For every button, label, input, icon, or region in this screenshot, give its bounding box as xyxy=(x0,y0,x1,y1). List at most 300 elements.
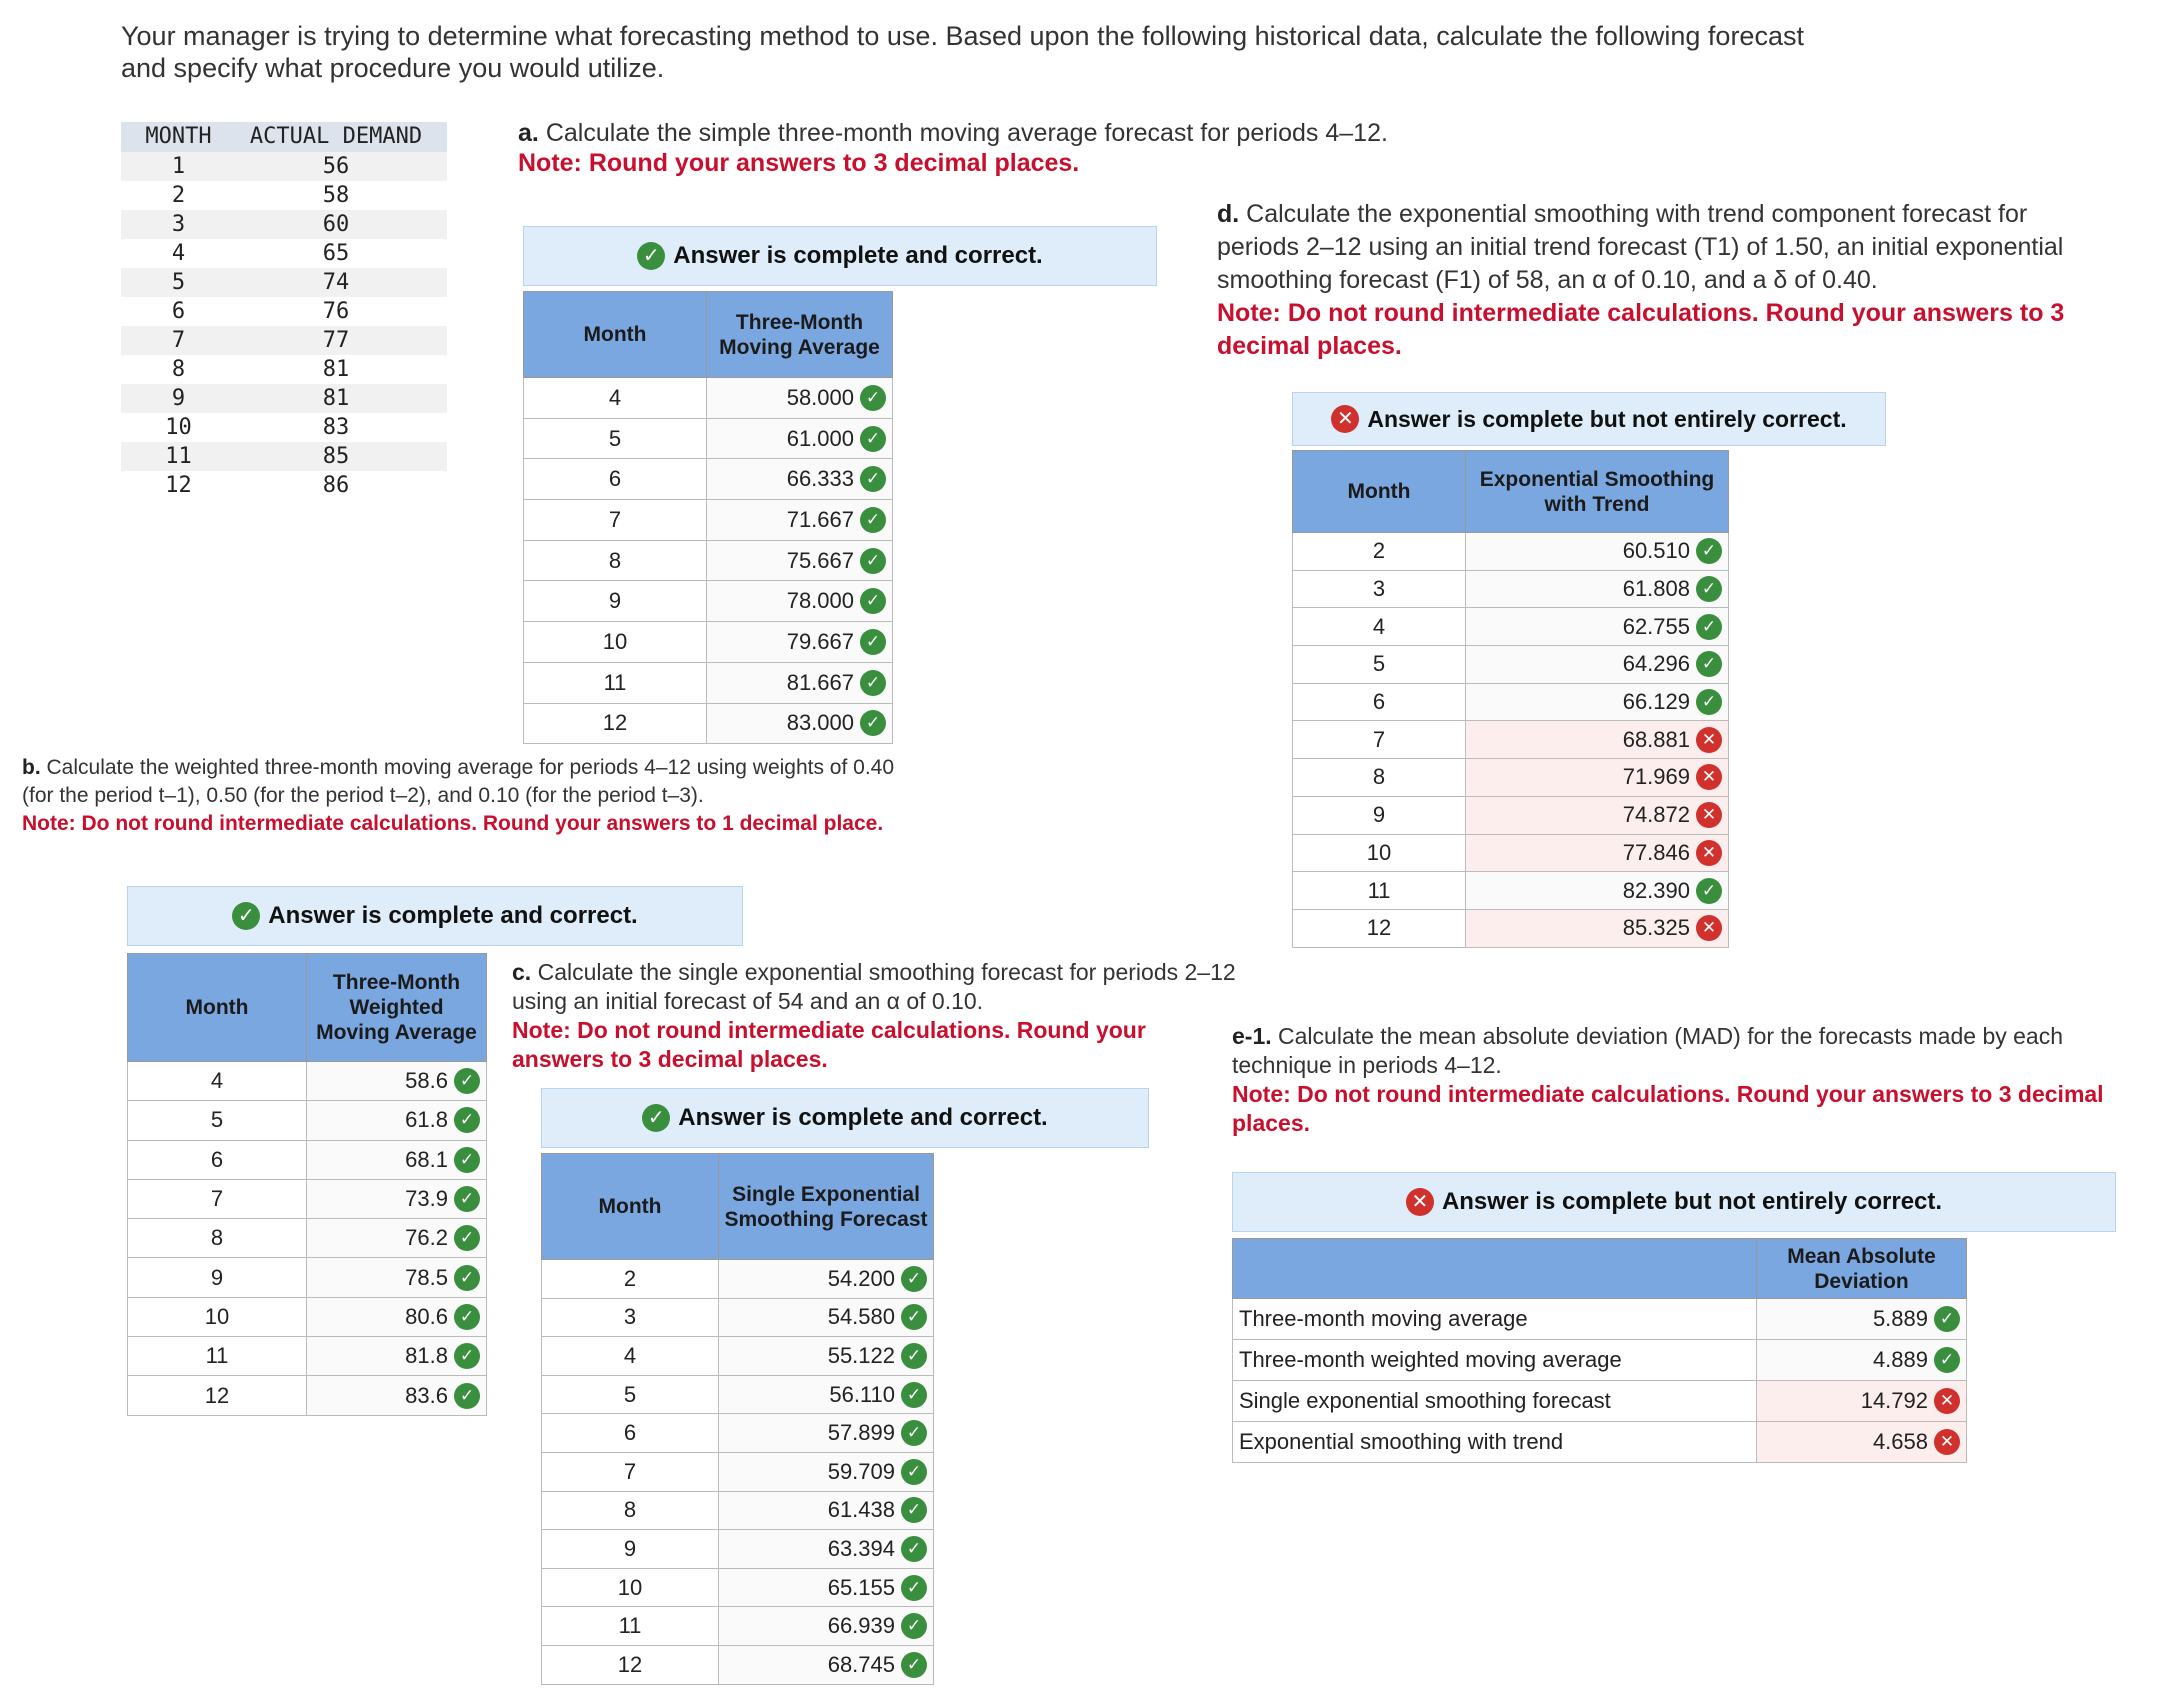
intro-text: Your manager is trying to determine what forecasting method to use. Based upon the following historical data, calculate the following forecast and specify what procedure you would utilize. xyxy=(121,21,1804,83)
month-cell: 10 xyxy=(128,1297,307,1336)
month-cell: 8 xyxy=(128,1219,307,1258)
month-cell: 4 xyxy=(542,1337,719,1376)
answer-input[interactable] xyxy=(1757,1422,1967,1463)
answer-value: 80.6 xyxy=(405,1303,448,1329)
answer-input[interactable] xyxy=(719,1260,934,1299)
month-cell: 11 xyxy=(524,662,707,703)
part-e1-banner-text: Answer is complete but not entirely correct. xyxy=(1441,1188,1943,1215)
part-b-result-banner xyxy=(127,886,743,946)
data-table-row xyxy=(121,384,447,413)
data-table-row xyxy=(121,471,447,500)
part-e1-result-banner xyxy=(1232,1172,2116,1232)
month-cell: 7 xyxy=(542,1452,719,1491)
part-b-answer-table xyxy=(127,953,487,1416)
check-circle-icon: ✓ xyxy=(1696,576,1722,602)
x-circle-icon: ✕ xyxy=(1696,727,1722,753)
answer-value: 77.846 xyxy=(1622,839,1690,865)
answer-input[interactable] xyxy=(707,581,893,622)
month-cell: 4 xyxy=(1293,608,1466,646)
table-row xyxy=(524,662,893,703)
month-cell: 3 xyxy=(1293,570,1466,608)
answer-input[interactable] xyxy=(307,1258,487,1297)
answer-input[interactable] xyxy=(719,1375,934,1414)
table-row xyxy=(542,1530,934,1569)
answer-value: 68.881 xyxy=(1622,726,1690,752)
answer-input[interactable] xyxy=(719,1568,934,1607)
check-circle-icon: ✓ xyxy=(454,1186,480,1212)
answer-value: 76.2 xyxy=(405,1225,448,1251)
answer-value: 63.394 xyxy=(827,1535,895,1561)
part-b-question xyxy=(22,754,922,838)
month-cell: 2 xyxy=(1293,533,1466,571)
part-c-text: Calculate the single exponential smoothing forecast for periods 2–12 using an initial forecast of 54 and an α of 0.10. xyxy=(512,959,1236,1014)
month-cell: 3 xyxy=(542,1298,719,1337)
answer-value: 66.333 xyxy=(786,466,854,492)
part-d-text: Calculate the exponential smoothing with trend component forecast for periods 2–12 using an initial trend forecast (T1) of 1.50, an initial exponential smoothing forecast (F1) of 58, an α of 0.10, and a δ of 0.40. xyxy=(1217,200,2064,294)
answer-input[interactable] xyxy=(1466,570,1729,608)
table-row xyxy=(1293,834,1729,872)
table-row xyxy=(1233,1340,1967,1381)
answer-value: 65.155 xyxy=(827,1574,895,1600)
data-table-row xyxy=(121,152,447,181)
table-row xyxy=(524,540,893,581)
month-cell: 6 xyxy=(1293,683,1466,721)
answer-value: 75.667 xyxy=(786,547,854,573)
check-circle-icon: ✓ xyxy=(860,710,886,736)
data-table-row xyxy=(121,442,447,471)
answer-value: 58.000 xyxy=(786,384,854,410)
part-a-result-banner xyxy=(523,226,1157,286)
check-circle-icon: ✓ xyxy=(1696,614,1722,640)
table-row xyxy=(542,1645,934,1684)
month-cell: 5 xyxy=(542,1375,719,1414)
table-row xyxy=(1293,759,1729,797)
month-column-header: Month xyxy=(1293,451,1466,533)
answer-input[interactable] xyxy=(1466,834,1729,872)
table-row xyxy=(524,581,893,622)
table-row xyxy=(542,1607,934,1646)
answer-input[interactable] xyxy=(707,459,893,500)
technique-label: Three-month weighted moving average xyxy=(1233,1340,1757,1381)
answer-input[interactable] xyxy=(1466,759,1729,797)
x-circle-icon: ✕ xyxy=(1406,1188,1434,1216)
table-row xyxy=(1293,909,1729,947)
answer-input[interactable] xyxy=(719,1491,934,1530)
answer-input[interactable] xyxy=(307,1179,487,1218)
demand-cell: 56 xyxy=(322,154,350,179)
month-cell: 6 xyxy=(171,299,186,324)
month-cell: 4 xyxy=(128,1062,307,1101)
data-table-row xyxy=(121,210,447,239)
value-column-header: Exponential Smoothing with Trend xyxy=(1466,451,1729,533)
part-b-banner-text: Answer is complete and correct. xyxy=(268,902,638,929)
table-row xyxy=(524,500,893,541)
month-cell: 6 xyxy=(524,459,707,500)
check-circle-icon: ✓ xyxy=(901,1497,927,1523)
mad-column-header: Mean Absolute Deviation xyxy=(1757,1239,1967,1299)
check-circle-icon: ✓ xyxy=(454,1383,480,1409)
value-column-header: Three-Month Moving Average xyxy=(707,292,893,378)
answer-input[interactable] xyxy=(1466,608,1729,646)
x-circle-icon: ✕ xyxy=(1696,764,1722,790)
month-column-header: Month xyxy=(524,292,707,378)
answer-value: 4.658 xyxy=(1872,1429,1928,1454)
check-circle-icon: ✓ xyxy=(1696,651,1722,677)
answer-value: 64.296 xyxy=(1622,651,1690,677)
table-row xyxy=(128,1101,487,1140)
answer-value: 66.939 xyxy=(827,1613,895,1639)
demand-cell: 85 xyxy=(322,444,350,469)
table-row xyxy=(542,1568,934,1607)
part-c-answer-table xyxy=(541,1153,934,1685)
answer-input[interactable] xyxy=(707,378,893,419)
col-month-header: MONTH xyxy=(145,124,212,149)
month-cell: 3 xyxy=(171,212,186,237)
x-circle-icon: ✕ xyxy=(1696,915,1722,941)
answer-input[interactable] xyxy=(707,703,893,744)
check-circle-icon: ✓ xyxy=(901,1613,927,1639)
answer-value: 71.969 xyxy=(1622,764,1690,790)
check-circle-icon: ✓ xyxy=(454,1068,480,1094)
answer-input[interactable] xyxy=(707,540,893,581)
answer-value: 66.129 xyxy=(1622,689,1690,715)
part-d-answer-table xyxy=(1292,450,1729,948)
month-cell: 2 xyxy=(542,1260,719,1299)
answer-input[interactable] xyxy=(719,1298,934,1337)
data-table-row xyxy=(121,239,447,268)
check-circle-icon: ✓ xyxy=(860,588,886,614)
value-column-header: Three-Month Weighted Moving Average xyxy=(307,954,487,1062)
table-row xyxy=(524,703,893,744)
answer-value: 68.745 xyxy=(827,1651,895,1677)
answer-value: 74.872 xyxy=(1622,802,1690,828)
table-row xyxy=(1293,646,1729,684)
historical-data-table xyxy=(121,122,447,500)
answer-input[interactable] xyxy=(707,622,893,663)
check-circle-icon: ✓ xyxy=(860,629,886,655)
part-e1-question xyxy=(1232,1022,2152,1138)
answer-value: 61.8 xyxy=(405,1107,448,1133)
month-cell: 5 xyxy=(171,270,186,295)
month-cell: 10 xyxy=(165,415,192,440)
part-c-result-banner xyxy=(541,1088,1149,1148)
answer-value: 79.667 xyxy=(786,628,854,654)
table-row xyxy=(128,1297,487,1336)
answer-input[interactable] xyxy=(1757,1299,1967,1340)
month-cell: 9 xyxy=(1293,796,1466,834)
technique-column-header xyxy=(1233,1239,1757,1299)
part-b-text: Calculate the weighted three-month moving average for periods 4–12 using weights of 0.40 (for the period t–1), 0.50 (for the period t–2), and 0.10 (for the period t–3). xyxy=(22,756,895,807)
answer-value: 61.808 xyxy=(1622,576,1690,602)
answer-input[interactable] xyxy=(1757,1381,1967,1422)
table-row xyxy=(1233,1381,1967,1422)
answer-value: 83.000 xyxy=(786,710,854,736)
month-cell: 7 xyxy=(171,328,186,353)
month-cell: 6 xyxy=(542,1414,719,1453)
month-cell: 10 xyxy=(524,622,707,663)
month-column-header: Month xyxy=(542,1154,719,1260)
month-cell: 4 xyxy=(171,241,186,266)
part-b-note: Note: Do not round intermediate calculations. Round your answers to 1 decimal place. xyxy=(22,812,884,835)
answer-value: 58.6 xyxy=(405,1068,448,1094)
month-cell: 9 xyxy=(524,581,707,622)
answer-input[interactable] xyxy=(1757,1340,1967,1381)
part-a-label: a. xyxy=(518,119,539,147)
data-table-row xyxy=(121,326,447,355)
check-circle-icon: ✓ xyxy=(901,1575,927,1601)
check-circle-icon: ✓ xyxy=(901,1266,927,1292)
answer-value: 56.110 xyxy=(829,1381,895,1407)
part-a-banner-text: Answer is complete and correct. xyxy=(673,242,1043,269)
month-cell: 9 xyxy=(171,386,186,411)
answer-value: 14.792 xyxy=(1860,1388,1928,1413)
table-row xyxy=(1233,1299,1967,1340)
check-circle-icon: ✓ xyxy=(1696,689,1722,715)
part-d-question xyxy=(1217,198,2107,363)
answer-input[interactable] xyxy=(1466,533,1729,571)
check-circle-icon: ✓ xyxy=(901,1382,927,1408)
month-cell: 2 xyxy=(171,183,186,208)
table-row xyxy=(524,459,893,500)
check-circle-icon: ✓ xyxy=(454,1343,480,1369)
part-b-label: b. xyxy=(22,756,41,779)
part-c-banner-text: Answer is complete and correct. xyxy=(678,1104,1048,1131)
month-cell: 12 xyxy=(128,1376,307,1415)
part-d-label: d. xyxy=(1217,200,1240,228)
part-d-note: Note: Do not round intermediate calculations. Round your answers to 3 decimal places. xyxy=(1217,299,2065,360)
technique-label: Exponential smoothing with trend xyxy=(1233,1422,1757,1463)
check-circle-icon: ✓ xyxy=(454,1107,480,1133)
part-c-label: c. xyxy=(512,959,532,985)
check-circle-icon: ✓ xyxy=(1934,1306,1960,1332)
answer-value: 61.000 xyxy=(786,425,854,451)
technique-label: Three-month moving average xyxy=(1233,1299,1757,1340)
demand-cell: 86 xyxy=(322,473,350,498)
answer-input[interactable] xyxy=(307,1140,487,1179)
demand-cell: 81 xyxy=(322,386,350,411)
check-circle-icon: ✓ xyxy=(901,1652,927,1678)
answer-value: 4.889 xyxy=(1872,1347,1928,1372)
month-cell: 11 xyxy=(1293,872,1466,910)
month-cell: 11 xyxy=(542,1607,719,1646)
month-cell: 7 xyxy=(128,1179,307,1218)
check-circle-icon: ✓ xyxy=(860,507,886,533)
check-circle-icon: ✓ xyxy=(1696,878,1722,904)
check-circle-icon: ✓ xyxy=(454,1304,480,1330)
check-circle-icon: ✓ xyxy=(901,1420,927,1446)
month-cell: 8 xyxy=(171,357,186,382)
answer-input[interactable] xyxy=(707,662,893,703)
check-circle-icon: ✓ xyxy=(860,670,886,696)
month-cell: 10 xyxy=(1293,834,1466,872)
answer-value: 54.200 xyxy=(827,1265,895,1291)
check-circle-icon: ✓ xyxy=(232,902,260,930)
part-a-question xyxy=(518,118,1518,178)
month-cell: 5 xyxy=(524,418,707,459)
demand-cell: 76 xyxy=(322,299,350,324)
part-e1-text: Calculate the mean absolute deviation (MAD) for the forecasts made by each technique in periods 4–12. xyxy=(1232,1023,2063,1078)
table-row xyxy=(542,1337,934,1376)
part-c-question xyxy=(512,958,1242,1074)
month-cell: 12 xyxy=(542,1645,719,1684)
table-row xyxy=(542,1260,934,1299)
table-row xyxy=(542,1298,934,1337)
month-cell: 9 xyxy=(128,1258,307,1297)
data-table-row xyxy=(121,268,447,297)
answer-input[interactable] xyxy=(719,1337,934,1376)
check-circle-icon: ✓ xyxy=(901,1343,927,1369)
answer-value: 73.9 xyxy=(405,1186,448,1212)
part-a-text: Calculate the simple three-month moving average forecast for periods 4–12. xyxy=(545,119,1388,147)
value-column-header: Single Exponential Smoothing Forecast xyxy=(719,1154,934,1260)
answer-value: 55.122 xyxy=(827,1342,895,1368)
answer-input[interactable] xyxy=(707,418,893,459)
answer-value: 85.325 xyxy=(1622,915,1690,941)
x-circle-icon: ✕ xyxy=(1696,840,1722,866)
answer-value: 62.755 xyxy=(1622,613,1690,639)
answer-input[interactable] xyxy=(719,1645,934,1684)
check-circle-icon: ✓ xyxy=(860,385,886,411)
table-row xyxy=(1293,721,1729,759)
answer-value: 78.5 xyxy=(405,1264,448,1290)
answer-input[interactable] xyxy=(719,1530,934,1569)
x-circle-icon: ✕ xyxy=(1331,405,1359,433)
answer-input[interactable] xyxy=(1466,796,1729,834)
month-cell: 1 xyxy=(171,154,186,179)
data-table-row xyxy=(121,181,447,210)
answer-value: 82.390 xyxy=(1622,877,1690,903)
check-circle-icon: ✓ xyxy=(901,1536,927,1562)
demand-cell: 58 xyxy=(322,183,350,208)
table-row xyxy=(542,1491,934,1530)
data-table-header xyxy=(121,122,447,152)
data-table-row xyxy=(121,297,447,326)
technique-label: Single exponential smoothing forecast xyxy=(1233,1381,1757,1422)
month-cell: 8 xyxy=(1293,759,1466,797)
check-circle-icon: ✓ xyxy=(454,1147,480,1173)
answer-value: 78.000 xyxy=(786,588,854,614)
col-demand-header: ACTUAL DEMAND xyxy=(249,124,423,149)
answer-input[interactable] xyxy=(719,1452,934,1491)
x-circle-icon: ✕ xyxy=(1934,1388,1960,1414)
table-row xyxy=(1293,872,1729,910)
table-row xyxy=(1293,570,1729,608)
table-row xyxy=(128,1337,487,1376)
answer-input[interactable] xyxy=(1466,872,1729,910)
answer-value: 81.667 xyxy=(786,669,854,695)
month-cell: 10 xyxy=(542,1568,719,1607)
answer-value: 61.438 xyxy=(827,1497,895,1523)
demand-cell: 74 xyxy=(322,270,350,295)
check-circle-icon: ✓ xyxy=(901,1304,927,1330)
answer-input[interactable] xyxy=(1466,646,1729,684)
answer-input[interactable] xyxy=(1466,909,1729,947)
answer-value: 68.1 xyxy=(405,1146,448,1172)
part-d-banner-text: Answer is complete but not entirely correct. xyxy=(1367,405,1847,432)
month-cell: 11 xyxy=(165,444,192,469)
table-row xyxy=(1293,683,1729,721)
answer-input[interactable] xyxy=(307,1376,487,1415)
month-cell: 12 xyxy=(1293,909,1466,947)
answer-value: 60.510 xyxy=(1622,538,1690,564)
check-circle-icon: ✓ xyxy=(1696,538,1722,564)
month-column-header: Month xyxy=(128,954,307,1062)
answer-input[interactable] xyxy=(719,1414,934,1453)
table-row xyxy=(1293,796,1729,834)
check-circle-icon: ✓ xyxy=(637,242,665,270)
month-cell: 11 xyxy=(128,1337,307,1376)
table-row xyxy=(524,378,893,419)
table-row xyxy=(542,1414,934,1453)
table-row xyxy=(542,1375,934,1414)
answer-input[interactable] xyxy=(307,1297,487,1336)
check-circle-icon: ✓ xyxy=(860,466,886,492)
table-row xyxy=(128,1219,487,1258)
table-row xyxy=(1293,608,1729,646)
table-row xyxy=(128,1376,487,1415)
answer-input[interactable] xyxy=(719,1607,934,1646)
part-e1-answer-table xyxy=(1232,1238,1967,1463)
check-circle-icon: ✓ xyxy=(860,426,886,452)
month-cell: 5 xyxy=(128,1101,307,1140)
answer-input[interactable] xyxy=(1466,721,1729,759)
answer-value: 54.580 xyxy=(827,1304,895,1330)
x-circle-icon: ✕ xyxy=(1696,802,1722,828)
month-cell: 7 xyxy=(524,500,707,541)
part-e1-note: Note: Do not round intermediate calculations. Round your answers to 3 decimal places. xyxy=(1232,1081,2104,1136)
month-cell: 9 xyxy=(542,1530,719,1569)
answer-value: 71.667 xyxy=(786,506,854,532)
answer-input[interactable] xyxy=(707,500,893,541)
check-circle-icon: ✓ xyxy=(860,548,886,574)
table-row xyxy=(524,622,893,663)
month-cell: 4 xyxy=(524,378,707,419)
month-cell: 12 xyxy=(165,473,192,498)
month-cell: 8 xyxy=(542,1491,719,1530)
table-row xyxy=(1233,1422,1967,1463)
month-cell: 7 xyxy=(1293,721,1466,759)
answer-input[interactable] xyxy=(307,1062,487,1101)
answer-input[interactable] xyxy=(307,1101,487,1140)
answer-input[interactable] xyxy=(307,1219,487,1258)
demand-cell: 65 xyxy=(322,241,350,266)
x-circle-icon: ✕ xyxy=(1934,1429,1960,1455)
month-cell: 8 xyxy=(524,540,707,581)
part-e1-label: e-1. xyxy=(1232,1023,1272,1049)
answer-value: 83.6 xyxy=(405,1382,448,1408)
table-row xyxy=(128,1062,487,1101)
demand-cell: 77 xyxy=(322,328,350,353)
answer-value: 59.709 xyxy=(827,1458,895,1484)
answer-input[interactable] xyxy=(1466,683,1729,721)
data-table-row xyxy=(121,413,447,442)
table-row xyxy=(128,1179,487,1218)
table-row xyxy=(542,1452,934,1491)
table-row xyxy=(128,1140,487,1179)
answer-value: 81.8 xyxy=(405,1343,448,1369)
demand-cell: 81 xyxy=(322,357,350,382)
check-circle-icon: ✓ xyxy=(901,1459,927,1485)
answer-input[interactable] xyxy=(307,1337,487,1376)
check-circle-icon: ✓ xyxy=(454,1265,480,1291)
table-row xyxy=(1293,533,1729,571)
part-a-note: Note: Round your answers to 3 decimal places. xyxy=(518,149,1080,177)
part-a-answer-table xyxy=(523,291,893,744)
answer-value: 57.899 xyxy=(827,1420,895,1446)
part-c-note: Note: Do not round intermediate calculations. Round your answers to 3 decimal places. xyxy=(512,1017,1146,1072)
table-row xyxy=(524,418,893,459)
demand-cell: 83 xyxy=(322,415,350,440)
